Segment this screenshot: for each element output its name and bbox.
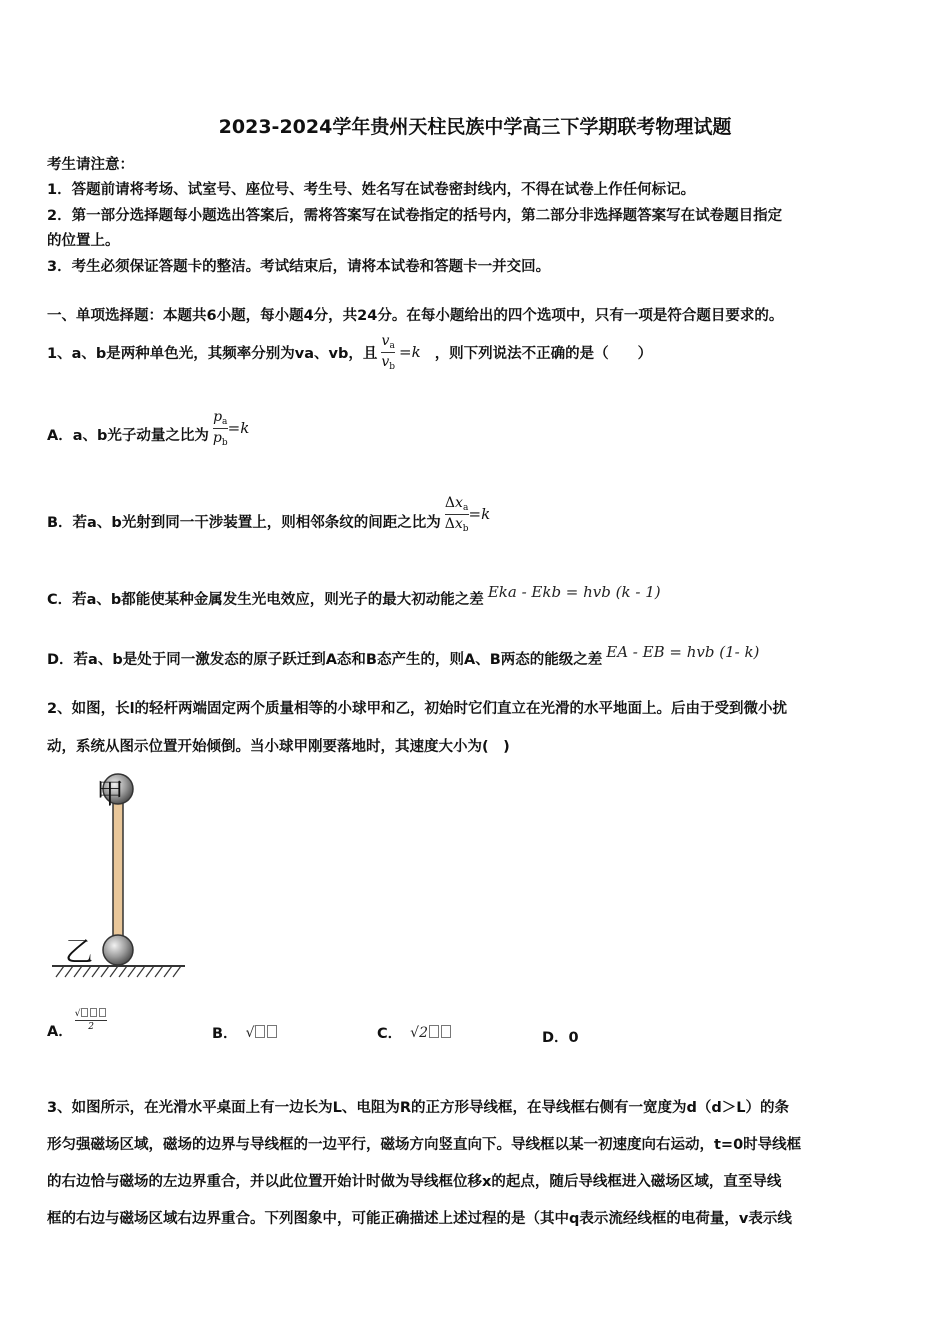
q1-option-d-formula: EA - EB = hvb (1- k)	[606, 643, 760, 661]
q1-option-b-formula: $\frac{\Delta x_a}{\Delta x_b}$ =k	[444, 494, 491, 534]
q2-option-b-formula: √	[246, 1025, 279, 1041]
q1-option-a-text: A．a、b光子动量之比为	[47, 427, 209, 444]
q3-line-2: 形匀强磁场区域，磁场的边界与导线框的一边平行，磁场方向竖直向下。导线框以某一初速度向右运动，t=0时导线框	[47, 1137, 802, 1153]
q2-option-c-label: C．	[377, 1026, 403, 1042]
q2-option-c-formula: √2	[410, 1025, 452, 1041]
q3-line-4: 框的右边与磁场区域右边界重合。下列图象中，可能正确描述上述过程的是（其中q表示流经线框的电荷量，v表示线	[47, 1211, 792, 1227]
q1-option-d	[47, 640, 759, 676]
q2-line-1: 2、如图，长l的轻杆两端固定两个质量相等的小球甲和乙，初始时它们直立在光滑的水平地面上。后由于受到微小扰	[47, 701, 788, 717]
ball-bottom	[103, 935, 133, 965]
q1-eq-k: =k	[399, 343, 421, 361]
q1-fraction: $\frac{v_a}{v_b}$	[381, 332, 396, 372]
q2-option-b	[212, 1022, 278, 1043]
q1-option-c-text: C．若a、b都能使某种金属发生光电效应，则光子的最大初动能之差	[47, 591, 484, 608]
q1-option-b	[47, 496, 490, 546]
notice-heading: 考生请注意：	[47, 157, 134, 173]
q1-option-c-formula: Eka - Ekb = hvb (k - 1)	[487, 583, 661, 601]
section-heading: 一、单项选择题：本题共6小题，每小题4分，共24分。在每小题给出的四个选项中，只有一项是符合题目要求的。	[47, 308, 784, 324]
q1-option-d-text: D．若a、b是处于同一激发态的原子跃迁到A态和B态产生的，则A、B两态的能级之差	[47, 651, 603, 668]
q1-option-a-formula: $\frac{p_a}{p_b}$ =k	[212, 408, 250, 448]
q2-line-2: 动，系统从图示位置开始倾倒。当小球甲刚要落地时，其速度大小为( )	[47, 739, 510, 755]
q1-stem	[47, 330, 652, 374]
notice-item-2: 2．第一部分选择题每小题选出答案后，需将答案写在试卷指定的括号内，第二部分非选择题答案写在试卷题目指定	[47, 208, 783, 224]
q2-option-d: D．0	[542, 1030, 579, 1046]
q3-line-3: 的右边恰与磁场的左边界重合，并以此位置开始计时做为导线框位移x的起点，随后导线框进入磁场区域，直至导线	[47, 1174, 782, 1190]
notice-item-2-cont: 的位置上。	[47, 233, 120, 249]
q1-stem-pre: 1、a、b是两种单色光，其频率分别为va、vb，且	[47, 345, 378, 362]
q2-option-c	[377, 1022, 452, 1043]
q2-option-b-label: B．	[212, 1026, 238, 1042]
q1-option-a	[47, 410, 249, 458]
label-jia: 甲	[96, 777, 125, 810]
q1-stem-post: ，则下列说法不正确的是（ ）	[434, 345, 653, 362]
q2-option-a-formula: $\frac{√}{2}$	[75, 1008, 108, 1032]
label-yi: 乙	[65, 935, 94, 968]
q1-option-b-text: B．若a、b光射到同一干涉装置上，则相邻条纹的间距之比为	[47, 514, 441, 531]
notice-item-1: 1．答题前请将考场、试室号、座位号、考生号、姓名写在试卷密封线内，不得在试卷上作任何标记。	[47, 182, 696, 198]
q2-option-a-label: A．	[47, 1023, 73, 1040]
q1-option-c	[47, 580, 661, 616]
q2-option-a	[47, 1010, 107, 1050]
page-title: 2023-2024学年贵州天柱民族中学高三下学期联考物理试题	[218, 116, 732, 138]
q3-line-1: 3、如图所示，在光滑水平桌面上有一边长为L、电阻为R的正方形导线框，在导线框右侧有一宽度为d（d＞L）的条	[47, 1100, 789, 1116]
light-rod	[113, 795, 123, 951]
notice-item-3: 3．考生必须保证答题卡的整洁。考试结束后，请将本试卷和答题卡一并交回。	[47, 259, 551, 275]
